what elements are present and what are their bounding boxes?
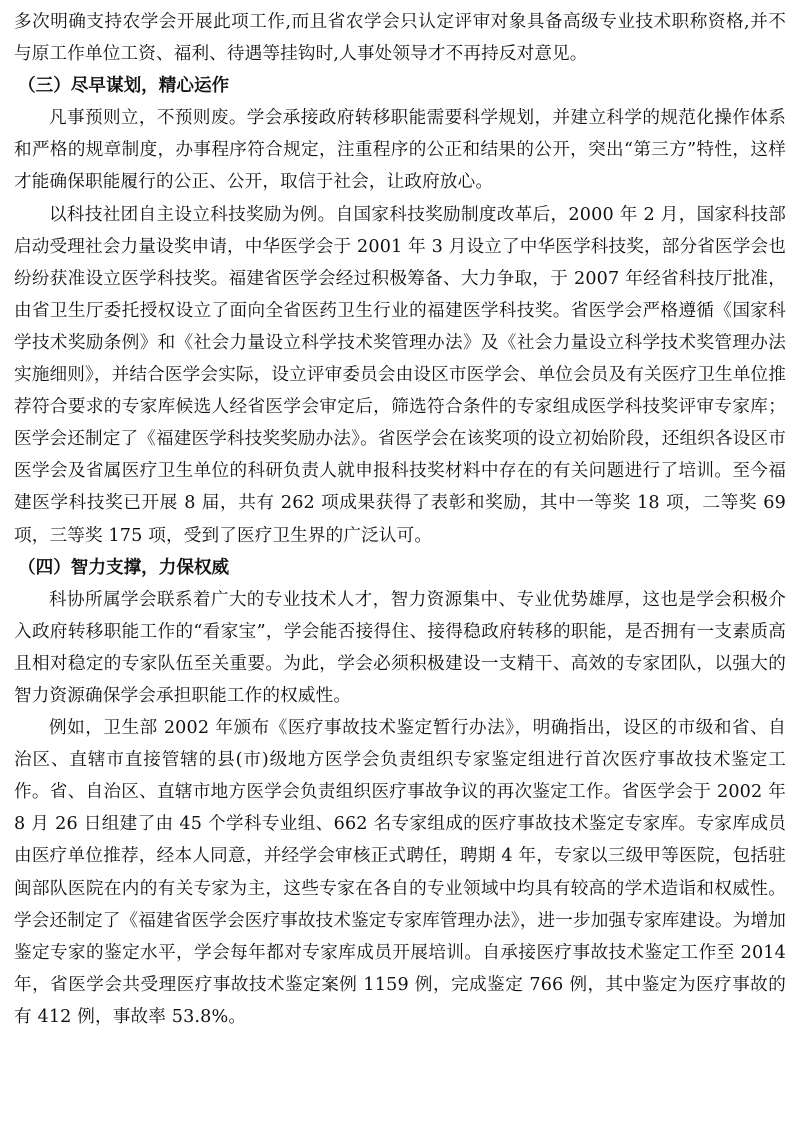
paragraph-planning: 凡事预则立，不预则废。学会承接政府转移职能需要科学规划，并建立科学的规范化操作体系和严格的规章制度，办事程序符合规定，注重程序的公正和结果的公开，突出“第三方”特性，这样才能确保职能履行的公正、公开，取信于社会，让政府放心。 [14,108,786,193]
paragraph-award-example: 以科技社团自主设立科技奖励为例。自国家科技奖励制度改革后，2000 年 2 月，国家科技部启动受理社会力量设奖申请，中华医学会于 2001 年 3 月设立了中华医学科技奖，部分省医学会也纷纷获准设立医学科技奖。福建省医学会经过积极筹备、大力争取，于 2007 年经省科技厅批准，由省卫生厅委托授权设立了面向全省医药卫生行业的福建医学科技奖。省医学会严格遵循《国家科学技术奖励条例》和《社会力量设立科学技术奖管理办法》及《社会力量设立科学技术奖管理办法实施细则》，并结合医学会实际，设立评审委员会由设区市医学会、单位会员及有关医疗卫生单位推荐符合要求的专家库候选人经省医学会审定后，筛选符合条件的专家组成医学科技奖评审专家库；医学会还制定了《福建医学科技奖奖励办法》。省医学会在该奖项的设立初始阶段，还组织各设区市医学会及省属医疗卫生单位的科研负责人就申报科技奖材料中存在的有关问题进行了培训。至今福建医学科技奖已开展 8 届，共有 262 项成果获得了表彰和奖励，其中一等奖 18 项，二等奖 69 项，三等奖 175 项，受到了医疗卫生界的广泛认可。 [14,204,786,546]
paragraph-continuation: 多次明确支持农学会开展此项工作,而且省农学会只认定评审对象具备高级专业技术职称资格,并不与原工作单位工资、福利、待遇等挂钩时,人事处领导才不再持反对意见。 [14,12,786,65]
document-page [14,6,786,1033]
section-heading-4: （四）智力支撑，力保权威 [18,557,230,578]
paragraph-medical-example: 例如，卫生部 2002 年颁布《医疗事故技术鉴定暂行办法》，明确指出，设区的市级和省、自治区、直辖市直接管辖的县(市)级地方医学会负责组织专家鉴定组进行首次医疗事故技术鉴定工作。省、自治区、直辖市地方医学会负责组织医疗事故争议的再次鉴定工作。省医学会于 2002 年 8 月 26 日组建了由 45 个学科专业组、662 名专家组成的医疗事故技术鉴定专家库。专家库成员由医疗单位推荐，经本人同意，并经学会审核正式聘任，聘期 4 年，专家以三级甲等医院，包括驻闽部队医院在内的有关专家为主，这些专家在各自的专业领域中均具有较高的学术造诣和权威性。学会还制定了《福建省医学会医疗事故技术鉴定专家库管理办法》，进一步加强专家库建设。为增加鉴定专家的鉴定水平，学会每年都对专家库成员开展培训。自承接医疗事故技术鉴定工作至 2014 年，省医学会共受理医疗事故技术鉴定案例 1159 例，完成鉴定 766 例，其中鉴定为医疗事故的有 412 例，事故率 53.8%。 [14,718,786,1027]
section-heading-3: （三）尽早谋划，精心运作 [18,76,230,97]
paragraph-intellectual-support: 科协所属学会联系着广大的专业技术人才，智力资源集中、专业优势雄厚，这也是学会积极介入政府转移职能工作的“看家宝”，学会能否接得住、接得稳政府转移的职能，是否拥有一支素质高且相对稳定的专家队伍至关重要。为此，学会必须积极建设一支精干、高效的专家团队，以强大的智力资源确保学会承担职能工作的权威性。 [14,589,786,706]
